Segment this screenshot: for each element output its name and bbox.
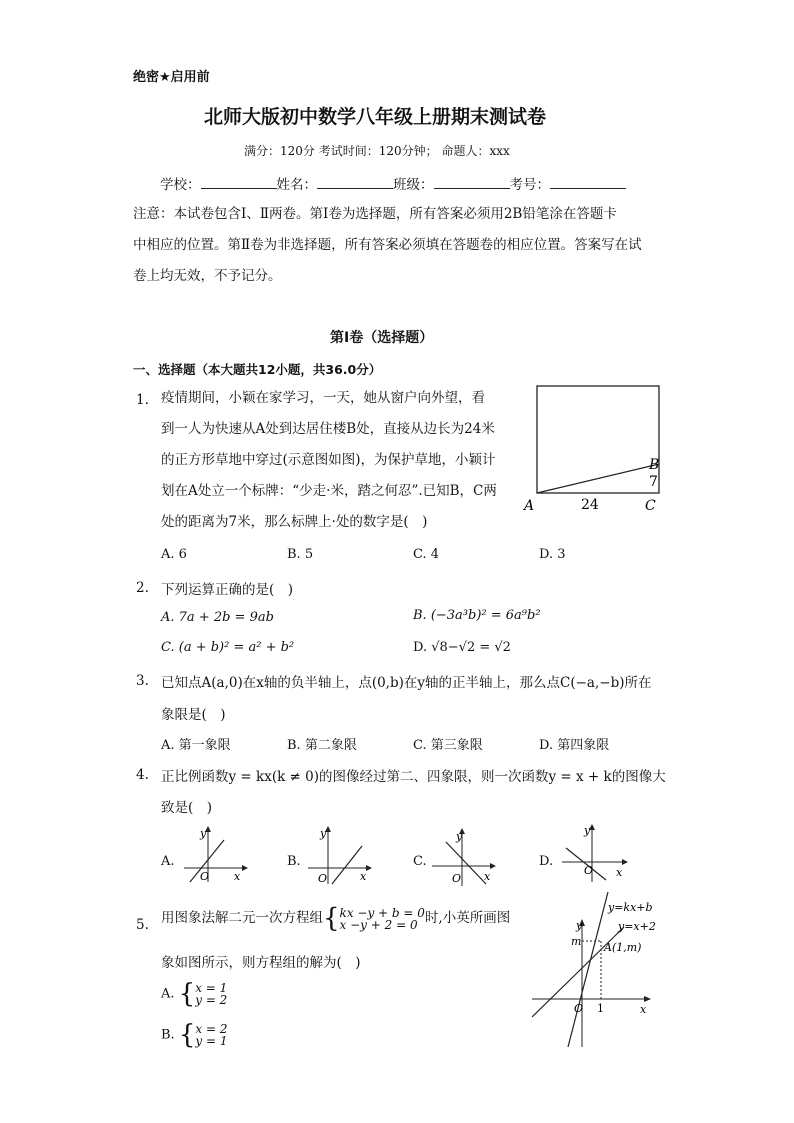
exam-meta: 满分：120分 考试时间：120分钟； 命题人：xxx: [244, 144, 510, 158]
q5-line2: 象如图所示，则方程组的解为( ): [161, 955, 361, 971]
q4-line-b: [332, 846, 362, 884]
q5-option-a-label: A.: [161, 986, 175, 1002]
q5-label-one: 1: [597, 1002, 604, 1015]
field-class-blank[interactable]: [434, 174, 510, 189]
q2-option-c[interactable]: C. (a + b)² = a² + b²: [161, 640, 295, 655]
q1-line: 的正方形草地中穿过(示意图如图)，为保护草地，小颖计: [161, 452, 496, 468]
q5-eq1: kx −y + b = 0: [339, 905, 425, 920]
q2-number: 2.: [136, 580, 149, 596]
q5-option-b-system: [195, 1023, 227, 1047]
q4-graph-d: [556, 822, 632, 884]
q1-option-a[interactable]: A. 6: [161, 547, 187, 562]
q4-option-d[interactable]: D.: [539, 854, 554, 869]
field-school-blank[interactable]: [201, 174, 277, 189]
q2-stem: 下列运算正确的是( ): [161, 582, 294, 598]
q5-figure: [524, 892, 684, 1052]
q1-line: 疫情期间，小颖在家学习，一天，她从窗户向外望，看: [161, 390, 485, 406]
field-class-label: 班级：: [393, 177, 434, 193]
axis-x-label: x: [360, 870, 367, 883]
q5-label-x: x: [640, 1003, 647, 1016]
q4-graph-c: [428, 826, 498, 888]
q3-line2: 象限是( ): [161, 707, 226, 723]
q1-number: 1.: [136, 392, 149, 408]
origin-label: O: [584, 864, 594, 877]
q5-option-a-eq2: y = 2: [195, 993, 228, 1007]
q5-option-a[interactable]: [161, 979, 228, 1009]
q5-label-y: y: [576, 919, 583, 932]
q2-option-b[interactable]: B. (−3a³b)² = 6a⁹b²: [413, 608, 541, 623]
field-name-blank[interactable]: [317, 174, 393, 189]
q4-line1: 正比例函数y = kx(k ≠ 0)的图像经过第二、四象限，则一次函数y = x + k的图像大: [161, 769, 666, 785]
axis-y-label: y: [456, 830, 463, 843]
q1-line: 到一人为快速从A处到达居住楼B处，直接从边长为24米: [161, 421, 495, 437]
q3-option-c[interactable]: C. 第三象限: [413, 738, 483, 753]
q5-option-b-label: B.: [161, 1027, 175, 1043]
q1-line: 处的距离为7米，那么标牌上·处的数字是( ): [161, 514, 428, 530]
q5-eq2: x −y + 2 = 0: [339, 917, 418, 932]
q5-stem-post: 时,小英所画图: [424, 910, 511, 926]
q5-option-b-eq1: x = 2: [195, 1022, 228, 1036]
q3-option-b[interactable]: B. 第二象限: [287, 738, 357, 753]
field-name-label: 姓名：: [276, 177, 317, 193]
q3-line1: 已知点A(a,0)在x轴的负半轴上，点(0,b)在y轴的正半轴上，那么点C(−a,−b)所在: [161, 675, 652, 691]
q3-option-d[interactable]: D. 第四象限: [539, 738, 610, 753]
q1-option-d[interactable]: D. 3: [539, 547, 566, 562]
q1-label-bc: 7: [649, 474, 658, 490]
q1-stem: [161, 383, 497, 538]
q5-stem: [161, 903, 511, 934]
section-title: 一、选择题（本大题共12小题，共36.0分）: [133, 362, 382, 377]
q5-option-a-eq1: x = 1: [195, 981, 228, 995]
axis-x-label: x: [234, 870, 241, 883]
q2-option-d[interactable]: D. √8−√2 = √2: [413, 640, 511, 655]
q4-number: 4.: [136, 767, 149, 783]
notice: [133, 199, 642, 292]
q5-option-a-system: [195, 982, 227, 1006]
origin-label: O: [318, 872, 328, 885]
field-school-label: 学校：: [160, 177, 201, 193]
q5-label-m: m: [571, 935, 582, 948]
q5-system: [340, 907, 425, 931]
q5-brace-b: {: [178, 1020, 196, 1050]
q1-label-b: B: [649, 457, 660, 473]
q5-line-kxb: [568, 892, 608, 1047]
q4-line2: 致是( ): [161, 800, 213, 816]
origin-label: O: [452, 872, 462, 885]
axis-x-label: x: [616, 866, 623, 879]
q5-label-x2: y=x+2: [618, 920, 656, 933]
notice-line: 中相应的位置。第Ⅱ卷为非选择题，所有答案必须填在答题卷的相应位置。答案写在试: [133, 237, 642, 253]
q1-path-ab: [537, 464, 659, 493]
q5-brace: {: [323, 903, 340, 934]
q5-label-point: A(1,m): [604, 941, 642, 954]
q5-option-b[interactable]: [161, 1020, 228, 1050]
axis-x-label: x: [484, 870, 491, 883]
q5-label-o: O: [574, 1002, 584, 1015]
q4-option-b[interactable]: B.: [287, 854, 301, 869]
q5-brace-a: {: [178, 979, 196, 1009]
field-id-label: 考号：: [509, 177, 550, 193]
q1-label-c: C: [645, 498, 656, 514]
q1-option-b[interactable]: B. 5: [287, 547, 314, 562]
q1-line: 划在A处立一个标牌：“少走·米，踏之何忍”.已知B，C两: [161, 483, 497, 499]
q3-option-a[interactable]: A. 第一象限: [161, 738, 231, 753]
q5-label-kxb: y=kx+b: [608, 901, 653, 914]
notice-line: 卷上均无效，不予记分。: [133, 268, 282, 284]
q1-figure: [518, 378, 668, 516]
q3-number: 3.: [136, 673, 149, 689]
page-title: 北师大版初中数学八年级上册期末测试卷: [204, 106, 547, 128]
axis-y-label: y: [320, 827, 327, 840]
volume-title: 第Ⅰ卷（选择题）: [330, 330, 434, 346]
q1-option-c[interactable]: C. 4: [413, 547, 440, 562]
q4-graph-b: [302, 826, 372, 886]
field-id-blank[interactable]: [550, 174, 626, 189]
q5-number: 5.: [136, 917, 149, 933]
q1-label-side: 24: [581, 497, 599, 513]
q1-label-a: A: [524, 498, 535, 514]
notice-line: 注意：本试卷包含Ⅰ、Ⅱ两卷。第Ⅰ卷为选择题，所有答案必须用2B铅笔涂在答题卡: [133, 206, 617, 222]
secret-mark: 绝密★启用前: [133, 70, 210, 85]
q4-graph-a: [178, 826, 248, 886]
q4-option-a[interactable]: A.: [161, 854, 175, 869]
origin-label: O: [200, 870, 210, 883]
q5-stem-pre: 用图象法解二元一次方程组: [161, 910, 323, 926]
axis-y-label: y: [584, 824, 591, 837]
q4-option-c[interactable]: C.: [413, 854, 427, 869]
q5-option-b-eq2: y = 1: [195, 1034, 228, 1048]
info-fields: [160, 173, 626, 193]
axis-y-label: y: [200, 827, 207, 840]
q2-option-a[interactable]: A. 7a + 2b = 9ab: [161, 610, 274, 625]
q1-square: [537, 386, 659, 493]
